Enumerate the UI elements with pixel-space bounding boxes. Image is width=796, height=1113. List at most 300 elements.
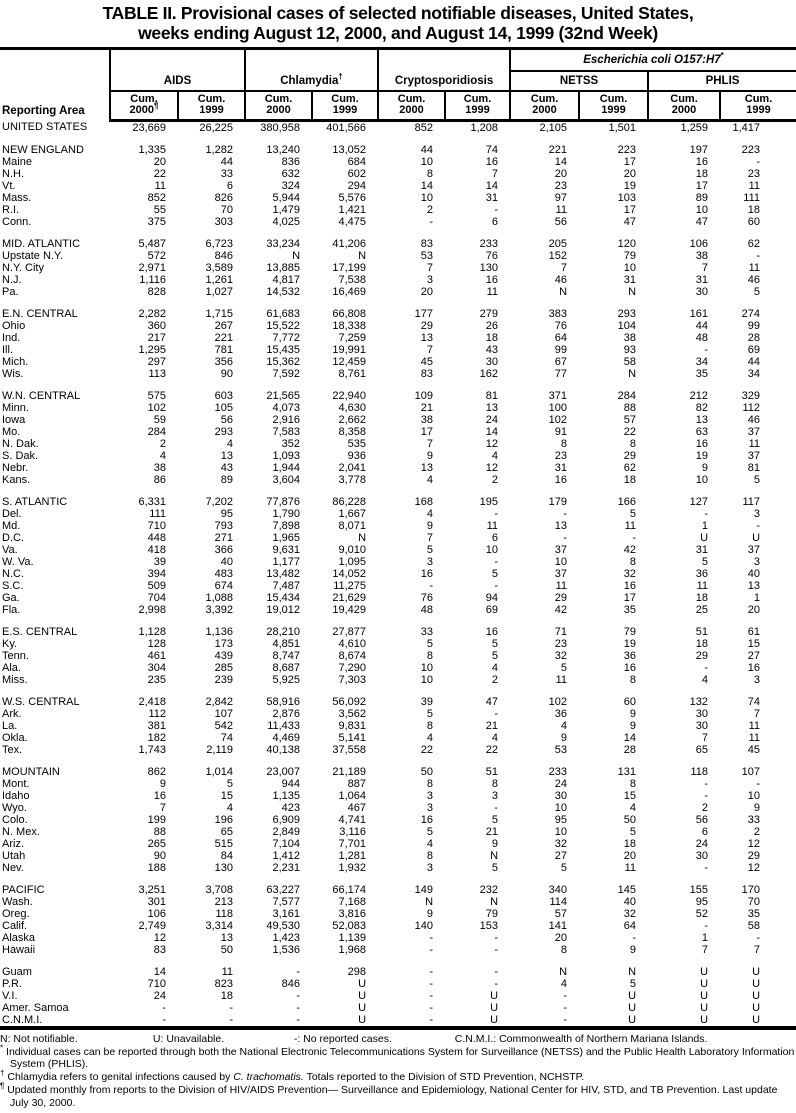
reporting-area-cell: R.I. (2, 203, 20, 216)
footnote-0: * Individual cases can be reported through both the National Electronic Telecommunications System for Surveillance (NETSS) and the Public Health Laboratory Information System (PHLIS). (0, 1043, 795, 1071)
value-cell: 2,842 (205, 695, 234, 708)
value-cell: 5 (491, 637, 499, 650)
value-cell: - (704, 777, 709, 790)
value-cell: 11 (748, 179, 761, 192)
cum-year: 2000 (266, 104, 291, 116)
value-cell: 56 (695, 813, 709, 826)
value-cell: 42 (554, 603, 568, 616)
notifiable-diseases-table (0, 47, 796, 1030)
value-cell: 1 (753, 591, 761, 604)
value-cell: 2,971 (138, 261, 166, 274)
col-chlamydia-cum-1999 (312, 91, 378, 121)
value-cell: 7,583 (272, 425, 301, 438)
value-cell: 40,138 (266, 743, 301, 756)
value-cell: 11 (748, 261, 761, 274)
value-cell: 16 (747, 661, 761, 674)
value-cell: 100 (548, 401, 568, 414)
value-cell: 7 (159, 801, 166, 814)
value-cell: 2 (491, 673, 499, 686)
value-cell: 27 (554, 849, 568, 862)
value-cell: 1,944 (272, 461, 301, 474)
reporting-area-cell: Wash. (2, 895, 33, 908)
value-cell: - (429, 965, 434, 978)
value-cell: 4 (560, 977, 568, 990)
value-cell: 7,592 (272, 367, 301, 380)
value-cell: 57 (623, 413, 637, 426)
value-cell: 16 (485, 625, 499, 638)
footnote-mark: ¶ (0, 1081, 5, 1091)
value-cell: 1,177 (272, 555, 301, 568)
table-row-idaho (0, 790, 796, 802)
value-cell: 36 (554, 707, 568, 720)
value-cell: 11,275 (333, 579, 367, 592)
value-cell: U (752, 989, 761, 1002)
value-cell: 17 (623, 591, 637, 604)
value-cell: 401,566 (326, 121, 367, 134)
value-cell: 19 (623, 179, 637, 192)
value-cell: 4 (426, 507, 434, 520)
value-cell: 43 (220, 461, 234, 474)
value-cell: 10 (695, 203, 709, 216)
value-cell: U (752, 1013, 761, 1026)
value-cell: 41,206 (332, 237, 367, 250)
value-cell: 16 (623, 661, 637, 674)
value-cell: 271 (214, 531, 234, 544)
value-cell: 10 (695, 473, 709, 486)
reporting-area-cell: Fla. (2, 603, 21, 616)
value-cell: U (358, 1001, 367, 1014)
value-cell: - (756, 931, 761, 944)
reporting-area-cell: Miss. (2, 673, 28, 686)
value-cell: U (700, 1013, 709, 1026)
table-row-ohio (0, 320, 796, 332)
value-cell: 11 (624, 861, 637, 874)
value-cell: 284 (147, 425, 166, 438)
value-cell: 293 (214, 425, 234, 438)
value-cell: 44 (420, 143, 434, 156)
value-cell: 467 (347, 801, 367, 814)
value-cell: 294 (347, 179, 367, 192)
value-cell: 4,630 (338, 401, 367, 414)
value-cell: - (704, 507, 709, 520)
value-cell: 74 (220, 731, 234, 744)
value-cell: 5 (753, 285, 761, 298)
value-cell: 1,932 (338, 861, 367, 874)
value-cell: 25 (695, 603, 709, 616)
value-cell: 140 (414, 919, 434, 932)
value-cell: 177 (414, 307, 434, 320)
value-cell: 24 (153, 989, 166, 1002)
value-cell: 3,116 (339, 825, 367, 838)
table-row-upstate-n-y (0, 250, 796, 262)
colgroup-aids: AIDS (110, 49, 245, 91)
value-cell: 199 (147, 813, 166, 826)
reporting-area-cell: Mont. (2, 777, 30, 790)
value-cell: 20 (623, 167, 637, 180)
value-cell: 37 (554, 543, 568, 556)
value-cell: 7,772 (272, 331, 301, 344)
value-cell: U (490, 1001, 499, 1014)
value-cell: 239 (214, 673, 234, 686)
value-cell: 4 (491, 731, 499, 744)
value-cell: 301 (147, 895, 166, 908)
value-cell: 1,421 (338, 203, 367, 216)
value-cell: 14 (485, 179, 499, 192)
table-row-e-n-central (0, 308, 796, 320)
legend-cnmi: C.N.M.I.: Commonwealth of Northern Mariana Islands. (454, 1032, 708, 1045)
value-cell: 285 (214, 661, 234, 674)
value-cell: 371 (548, 389, 568, 402)
reporting-area-cell: Pa. (2, 285, 19, 298)
value-cell: 5 (491, 861, 499, 874)
value-cell: 188 (147, 861, 166, 874)
value-cell: - (563, 1001, 568, 1014)
value-cell: 4 (226, 801, 234, 814)
value-cell: - (563, 507, 568, 520)
value-cell: 161 (689, 307, 709, 320)
table-row-w-s-central (0, 696, 796, 708)
value-cell: 674 (214, 579, 234, 592)
value-cell: 131 (617, 765, 637, 778)
col-cryptosporidiosis-cum-1999 (445, 91, 510, 121)
value-cell: 109 (414, 389, 434, 402)
table-row-okla (0, 732, 796, 744)
value-cell: - (704, 861, 709, 874)
table-row-minn (0, 402, 796, 414)
value-cell: 44 (747, 355, 761, 368)
reporting-area-cell: Guam (2, 965, 32, 978)
reporting-area-cell: N.C. (2, 567, 24, 580)
table-row-guam (0, 966, 796, 978)
value-cell: 509 (147, 579, 166, 592)
value-cell: 603 (214, 389, 234, 402)
value-cell: N (559, 965, 568, 978)
value-cell: N (425, 895, 434, 908)
value-cell: 15 (747, 637, 761, 650)
value-cell: 4 (159, 449, 166, 462)
table-row-nev (0, 862, 796, 874)
value-cell: 8 (560, 437, 568, 450)
value-cell: 265 (147, 837, 166, 850)
value-cell: 852 (414, 121, 434, 134)
value-cell: - (429, 1001, 434, 1014)
value-cell: 8 (560, 943, 568, 956)
value-cell: 7,538 (338, 273, 367, 286)
value-cell: 20 (623, 849, 637, 862)
gap-cell (0, 228, 796, 238)
value-cell: 21 (420, 401, 434, 414)
value-cell: - (704, 789, 709, 802)
value-cell: 111 (149, 507, 166, 520)
value-cell: 10 (554, 825, 568, 838)
value-cell: 37 (747, 543, 761, 556)
value-cell: 29 (554, 591, 568, 604)
footnote-1: † Chlamydia refers to genital infections caused by C. trachomatis. Totals reported to the Division of STD Prevention, NCHSTP. (0, 1068, 585, 1084)
value-cell: 1,501 (608, 121, 637, 134)
value-cell: 3 (426, 801, 434, 814)
cum-year: 1999 (746, 104, 771, 116)
value-cell: 39 (153, 555, 166, 568)
value-cell: 15,434 (266, 591, 301, 604)
reporting-area-cell: N.J. (2, 273, 22, 286)
value-cell: 8 (491, 777, 499, 790)
value-cell: 2,849 (272, 825, 301, 838)
footnotes (0, 1043, 796, 1110)
reporting-area-cell: Okla. (2, 731, 28, 744)
value-cell: 5 (426, 543, 434, 556)
reporting-area-cell: Mich. (2, 355, 29, 368)
reporting-area-cell: Tenn. (2, 649, 29, 662)
value-cell: 114 (549, 895, 568, 908)
value-cell: 944 (281, 777, 301, 790)
value-cell: 118 (215, 907, 234, 920)
gap-cell (0, 956, 796, 966)
value-cell: 2,105 (539, 121, 568, 134)
value-cell: 51 (485, 765, 499, 778)
value-cell: 284 (617, 389, 637, 402)
reporting-area-cell: Hawaii (2, 943, 36, 956)
gap-cell (0, 686, 796, 696)
table-title-line-2: weeks ending August 12, 2000, and August 14, 1999 (32nd Week) (138, 22, 658, 43)
value-cell: 8,674 (338, 649, 367, 662)
value-cell: 10 (420, 155, 434, 168)
value-cell: 4 (629, 801, 637, 814)
value-cell: U (628, 1013, 637, 1026)
value-cell: 37 (554, 567, 568, 580)
value-cell: 106 (689, 237, 709, 250)
value-cell: 7 (426, 343, 434, 356)
value-cell: 44 (220, 155, 234, 168)
reporting-area-cell: Colo. (2, 813, 28, 826)
value-cell: N (358, 531, 367, 544)
value-cell: 8,747 (272, 649, 301, 662)
value-cell: 152 (548, 249, 568, 262)
value-cell: - (494, 507, 499, 520)
value-cell: 297 (147, 355, 166, 368)
value-cell: 14 (623, 731, 637, 744)
value-cell: 7 (426, 437, 434, 450)
col-phlis-cum-1999 (720, 91, 796, 121)
value-cell: 83 (153, 943, 166, 956)
value-cell: 10 (554, 555, 568, 568)
value-cell: 5 (426, 707, 434, 720)
value-cell: 89 (220, 473, 234, 486)
value-cell: 1,281 (338, 849, 367, 862)
value-cell: 704 (147, 591, 166, 604)
value-cell: 781 (214, 343, 234, 356)
reporting-area-cell: Va. (2, 543, 18, 556)
value-cell: 1,965 (272, 531, 301, 544)
value-cell: 10 (554, 801, 568, 814)
value-cell: 7,577 (272, 895, 301, 908)
table-row-miss (0, 674, 796, 686)
section-gap (0, 134, 796, 144)
colgroup-cryptosporidiosis: Cryptosporidiosis (378, 49, 510, 91)
table-row-la (0, 720, 796, 732)
value-cell: 13 (695, 413, 709, 426)
value-cell: 16 (485, 273, 499, 286)
value-cell: 823 (214, 977, 234, 990)
cum-year: 1999 (199, 104, 224, 116)
value-cell: 29 (695, 649, 709, 662)
value-cell: 27,877 (332, 625, 367, 638)
value-cell: 10 (420, 673, 434, 686)
value-cell: 356 (214, 355, 234, 368)
value-cell: 18 (695, 637, 709, 650)
value-cell: 212 (689, 389, 709, 402)
value-cell: 16,469 (332, 285, 367, 298)
value-cell: - (756, 777, 761, 790)
reporting-area-cell: Md. (2, 519, 21, 532)
colgroup-escherichia-coli-o157-h7: Escherichia coli O157:H7* (510, 49, 796, 71)
value-cell: - (429, 931, 434, 944)
reporting-area-cell: PACIFIC (2, 883, 45, 896)
reporting-area-cell: C.N.M.I. (2, 1013, 43, 1026)
value-cell: 57 (554, 907, 568, 920)
value-cell: 86 (153, 473, 166, 486)
col-chlamydia-cum-2000 (245, 91, 312, 121)
reporting-area-cell: Kans. (2, 473, 31, 486)
value-cell: N (490, 895, 499, 908)
reporting-area-cell: W. Va. (2, 555, 34, 568)
value-cell: 6 (701, 825, 709, 838)
reporting-area-cell: MID. ATLANTIC (2, 237, 81, 250)
value-cell: 6 (226, 179, 234, 192)
value-cell: 233 (479, 237, 499, 250)
value-cell: 7 (560, 261, 568, 274)
value-cell: 128 (147, 637, 166, 650)
value-cell: 9,631 (272, 543, 301, 556)
value-cell: 2,916 (272, 413, 301, 426)
value-cell: 40 (623, 895, 637, 908)
value-cell: 23 (554, 179, 568, 192)
reporting-area-cell: Nebr. (2, 461, 29, 474)
value-cell: 47 (485, 695, 499, 708)
value-cell: 1 (701, 931, 709, 944)
col-aids-cum-1999 (178, 91, 245, 121)
value-cell: 4 (426, 473, 434, 486)
value-cell: 7 (491, 167, 499, 180)
reporting-area-cell: Amer. Samoa (2, 1001, 69, 1014)
value-cell: 49,530 (266, 919, 301, 932)
cum-label: Cum. (197, 92, 226, 105)
value-cell: 4,610 (338, 637, 367, 650)
value-cell: 5,487 (138, 237, 166, 250)
value-cell: 44 (695, 319, 709, 332)
value-cell: 50 (623, 813, 637, 826)
value-cell: 22,940 (332, 389, 367, 402)
value-cell: 11 (624, 519, 637, 532)
value-cell: 70 (747, 895, 761, 908)
gap-cell (0, 486, 796, 496)
value-cell: 24 (695, 837, 709, 850)
value-cell: 30 (695, 707, 709, 720)
value-cell: 34 (747, 367, 761, 380)
value-cell: 9 (629, 719, 637, 732)
reporting-area-cell: Ohio (2, 319, 26, 332)
value-cell: 13 (554, 519, 568, 532)
value-cell: 828 (147, 285, 166, 298)
value-cell: 15 (623, 789, 637, 802)
value-cell: 33 (420, 625, 434, 638)
value-cell: 6,909 (272, 813, 301, 826)
value-cell: 223 (617, 143, 637, 156)
table-row-mass (0, 192, 796, 204)
value-cell: 69 (485, 603, 499, 616)
value-cell: 2,876 (272, 707, 301, 720)
value-cell: 88 (623, 401, 637, 414)
section-gap (0, 756, 796, 766)
value-cell: 60 (747, 215, 761, 228)
value-cell: 94 (485, 591, 499, 604)
value-cell: 1,208 (470, 121, 499, 134)
reporting-area-cell: Mass. (2, 191, 32, 204)
value-cell: 64 (623, 919, 637, 932)
value-cell: 95 (554, 813, 568, 826)
value-cell: 3,708 (205, 883, 234, 896)
table-row-r-i (0, 204, 796, 216)
value-cell: 5 (629, 825, 637, 838)
value-cell: U (752, 977, 761, 990)
value-cell: 8 (629, 555, 637, 568)
value-cell: 112 (148, 707, 166, 720)
reporting-area-cell: UNITED STATES (2, 120, 88, 133)
value-cell: 293 (617, 307, 637, 320)
value-cell: 836 (281, 155, 301, 168)
value-cell: 27 (747, 649, 761, 662)
value-cell: 84 (220, 849, 234, 862)
value-cell: 105 (214, 401, 234, 414)
value-cell: U (700, 531, 709, 544)
value-cell: 95 (695, 895, 709, 908)
table-row-n-h (0, 168, 796, 180)
value-cell: U (490, 1013, 499, 1026)
value-cell: 11 (154, 179, 166, 192)
value-cell: 11 (748, 731, 761, 744)
value-cell: 4,073 (272, 401, 301, 414)
value-cell: 3 (753, 673, 761, 686)
value-cell: 11 (486, 285, 499, 298)
value-cell: 162 (479, 367, 499, 380)
value-cell: 90 (220, 367, 234, 380)
reporting-area-cell: V.I. (2, 989, 18, 1002)
reporting-area-cell: N. Mex. (2, 825, 40, 838)
value-cell: 8,687 (272, 661, 301, 674)
value-cell: U (358, 989, 367, 1002)
gap-cell (0, 616, 796, 626)
value-cell: 2 (491, 473, 499, 486)
value-cell: 11 (555, 579, 568, 592)
cum-label: Cum. (264, 92, 293, 105)
value-cell: 28 (747, 331, 761, 344)
table-row-e-s-central (0, 626, 796, 638)
cum-label: Cum. (397, 92, 426, 105)
value-cell: 19,012 (266, 603, 301, 616)
value-cell: 5,925 (272, 673, 301, 686)
value-cell: 102 (548, 413, 568, 426)
value-cell: 5 (426, 637, 434, 650)
value-cell: 1,139 (338, 931, 367, 944)
value-cell: 31 (554, 461, 568, 474)
table-row-ky (0, 638, 796, 650)
value-cell: 11 (555, 203, 568, 216)
table-row-colo (0, 814, 796, 826)
reporting-area-cell: Mo. (2, 425, 21, 438)
value-cell: 3 (426, 273, 434, 286)
value-cell: 76 (554, 319, 568, 332)
value-cell: 1,095 (338, 555, 367, 568)
value-cell: 65 (220, 825, 234, 838)
